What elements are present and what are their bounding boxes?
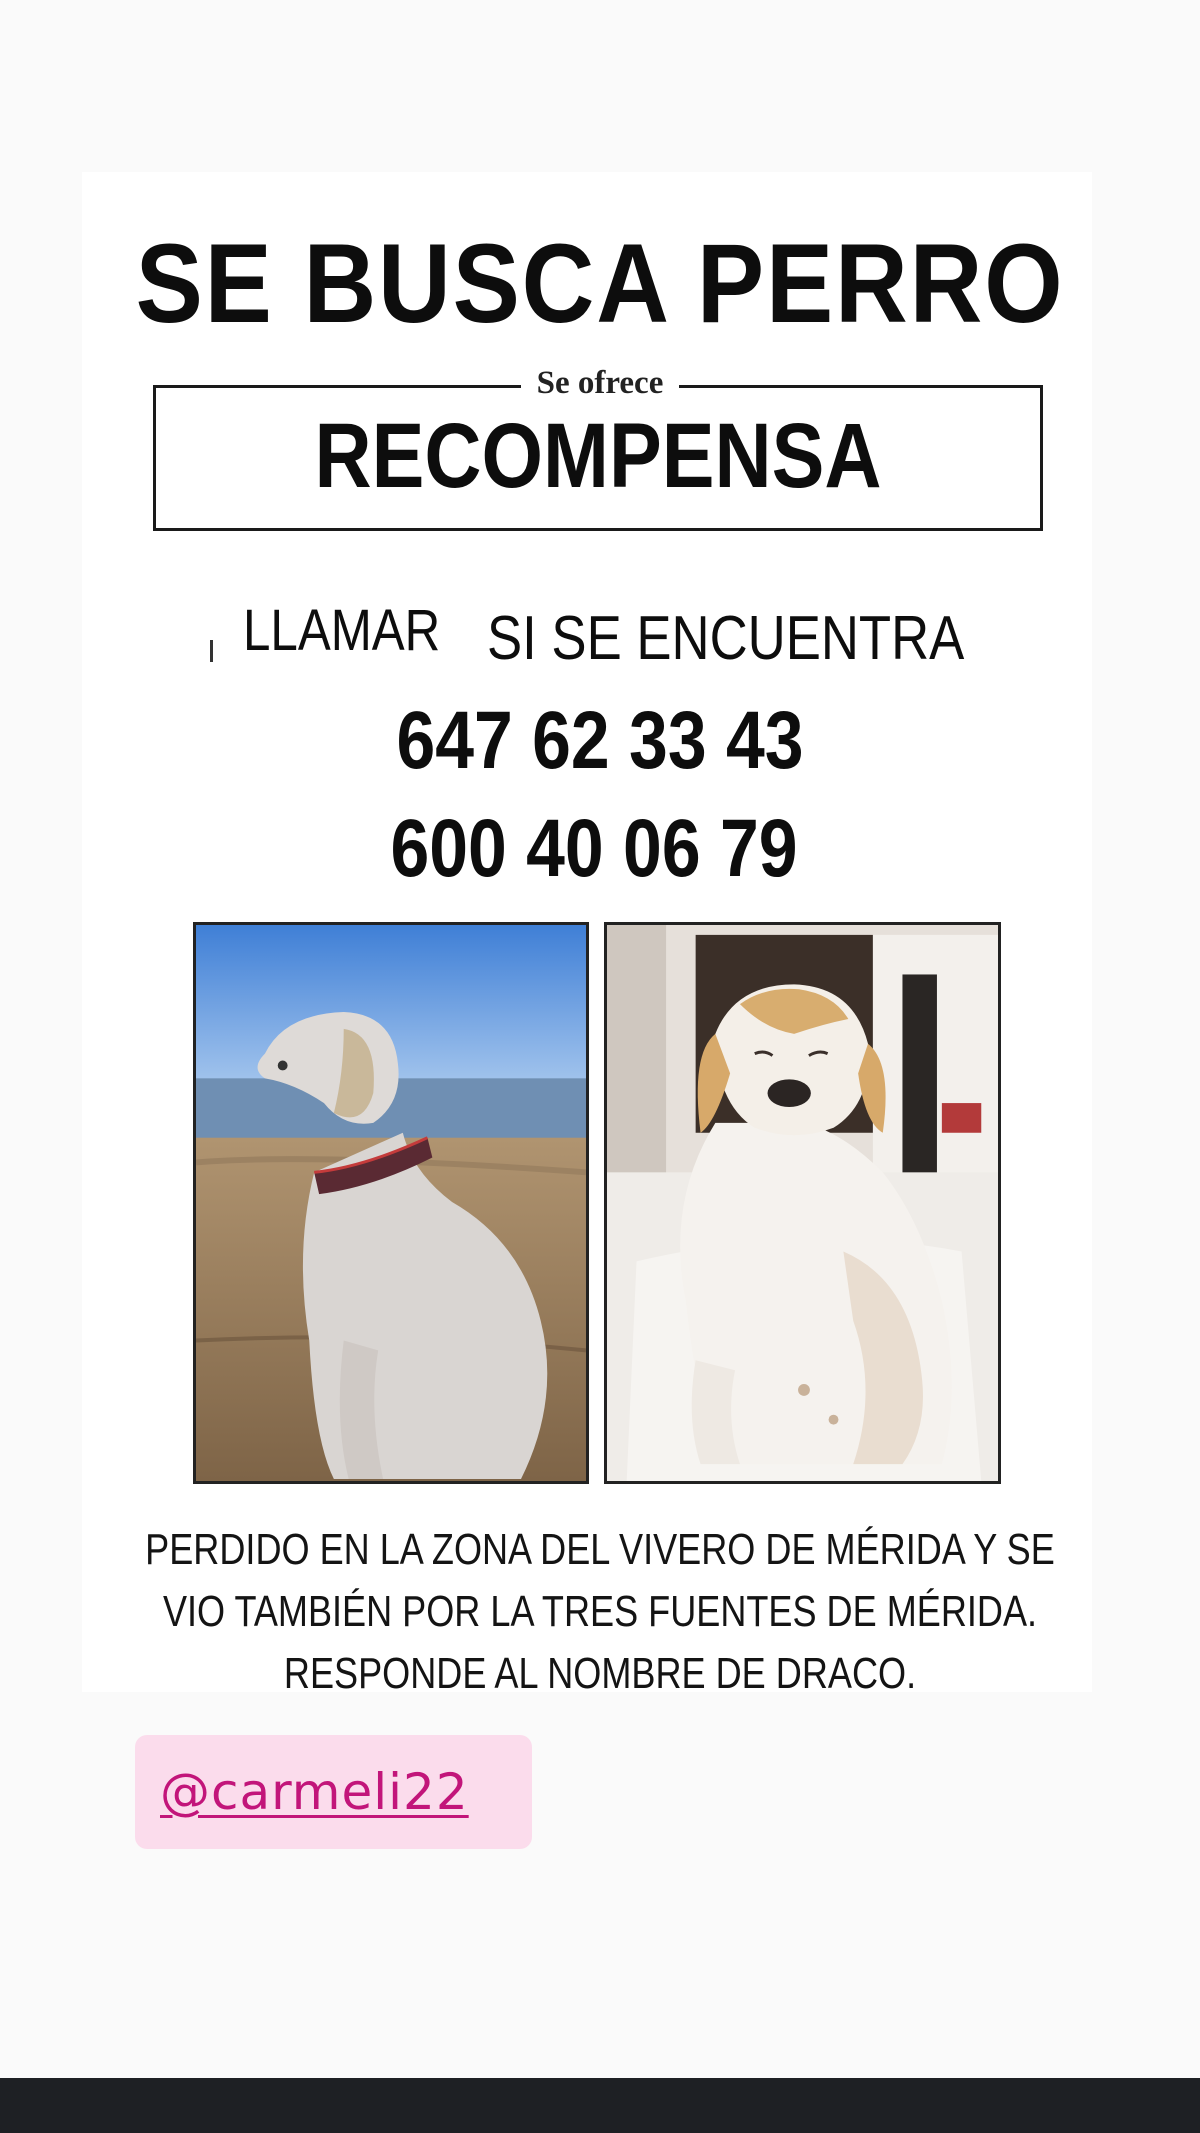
description-line-2: VIO TAMBIÉN POR LA TRES FUENTES DE MÉRIDA. — [162, 1587, 1038, 1636]
description-line-1: PERDIDO EN LA ZONA DEL VIVERO DE MÉRIDA Y SE — [145, 1525, 1055, 1574]
phone-number-2: 600 40 06 79 — [390, 803, 798, 894]
dog-indoor-illustration — [607, 925, 998, 1481]
stray-mark — [210, 640, 213, 662]
description-line-3: RESPONDE AL NOMBRE DE DRACO. — [283, 1649, 917, 1698]
dog-beach-illustration — [196, 925, 586, 1481]
offer-label — [0, 365, 1200, 402]
bottom-bar — [0, 2078, 1200, 2133]
call-instruction-right: SI SE ENCUENTRA — [487, 604, 965, 673]
call-instruction-left: LLAMAR — [243, 598, 441, 663]
reward-text: RECOMPENSA — [314, 405, 882, 507]
dog-photo-indoor — [604, 922, 1001, 1484]
offer-label-text: Se ofrece — [521, 365, 680, 401]
poster-headline: SE BUSCA PERRO — [135, 221, 1065, 346]
mention-sticker[interactable] — [135, 1735, 532, 1849]
dog-photo-beach — [193, 922, 589, 1484]
phone-number-1: 647 62 33 43 — [396, 695, 804, 786]
mention-username[interactable]: @carmeli22 — [160, 1763, 469, 1821]
